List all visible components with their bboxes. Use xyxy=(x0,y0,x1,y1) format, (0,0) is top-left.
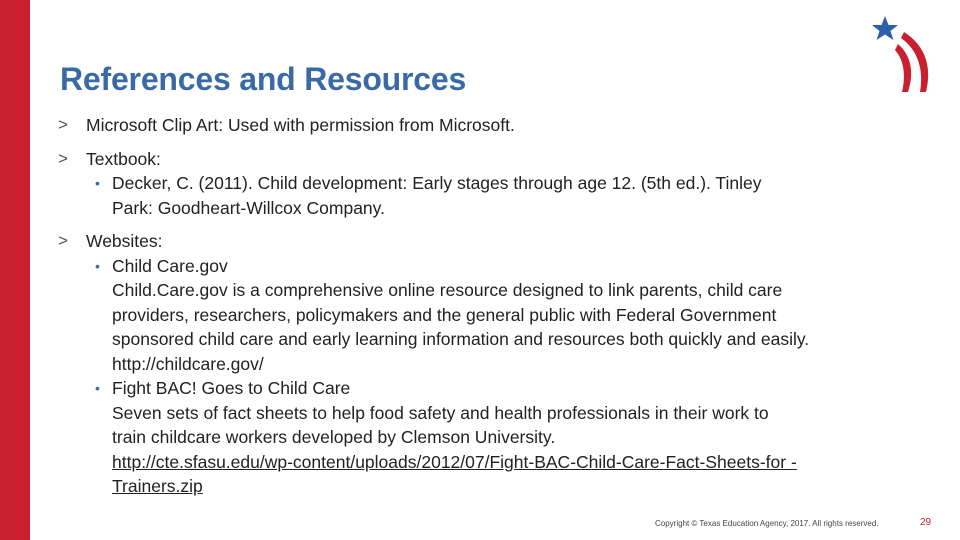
left-accent-bar xyxy=(0,0,30,540)
page-number: 29 xyxy=(920,517,932,528)
bullet-text: Microsoft Clip Art: Used with permission from Microsoft. xyxy=(86,115,515,135)
references-list xyxy=(58,113,918,499)
citation-line-2: Park: Goodheart-Willcox Company. xyxy=(112,197,385,218)
bullet-textbook xyxy=(58,147,918,221)
resource-desc-line-1: Child.Care.gov is a comprehensive online resource designed to link parents, child care xyxy=(112,280,783,300)
resource-desc-line-2: providers, researchers, policymakers and the general public with Federal Government xyxy=(112,304,777,325)
resource-heading: Child Care.gov xyxy=(112,255,228,276)
sub-bullet-marker: • xyxy=(95,380,100,396)
resource-desc-line-3: sponsored child care and early learning information and resources both quickly and easily. xyxy=(112,329,810,349)
bullet-marker: > xyxy=(58,231,68,250)
resource-url: http://childcare.gov/ xyxy=(112,353,264,374)
page-title: References and Resources xyxy=(60,61,467,97)
bullet-text: Textbook: xyxy=(86,148,161,169)
logo-swoosh-inner xyxy=(895,44,911,92)
resource-desc-line-1: Seven sets of fact sheets to help food safety and health professionals in their work to xyxy=(112,402,769,423)
sub-bullet-fight-bac xyxy=(86,376,918,499)
bullet-marker: > xyxy=(58,148,68,168)
citation-line-1: Decker, C. (2011). Child development: Early stages through age 12. (5th ed.). Tinley xyxy=(112,173,762,193)
sub-bullet-marker: • xyxy=(95,175,100,191)
resource-desc-line-2: train childcare workers developed by Clemson University. xyxy=(112,427,556,447)
resource-link-line-1[interactable]: http://cte.sfasu.edu/wp-content/uploads/2012/07/Fight-BAC-Child-Care-Fact-Sheets-for - xyxy=(112,451,797,472)
bullet-text: Websites: xyxy=(86,231,163,251)
footer-copyright: Copyright © Texas Education Agency, 2017. All rights reserved. xyxy=(655,519,879,528)
resource-heading: Fight BAC! Goes to Child Care xyxy=(112,378,351,398)
star-swoosh-icon xyxy=(868,12,934,94)
sub-bullet-decker xyxy=(86,171,918,220)
sub-bullet-marker: • xyxy=(95,257,100,274)
resource-link-line-2[interactable]: Trainers.zip xyxy=(112,476,203,496)
logo-star xyxy=(872,16,898,40)
bullet-websites xyxy=(58,229,918,499)
sub-bullet-childcare xyxy=(86,254,918,377)
bullet-marker: > xyxy=(58,115,68,134)
bullet-clip-art xyxy=(58,113,918,138)
